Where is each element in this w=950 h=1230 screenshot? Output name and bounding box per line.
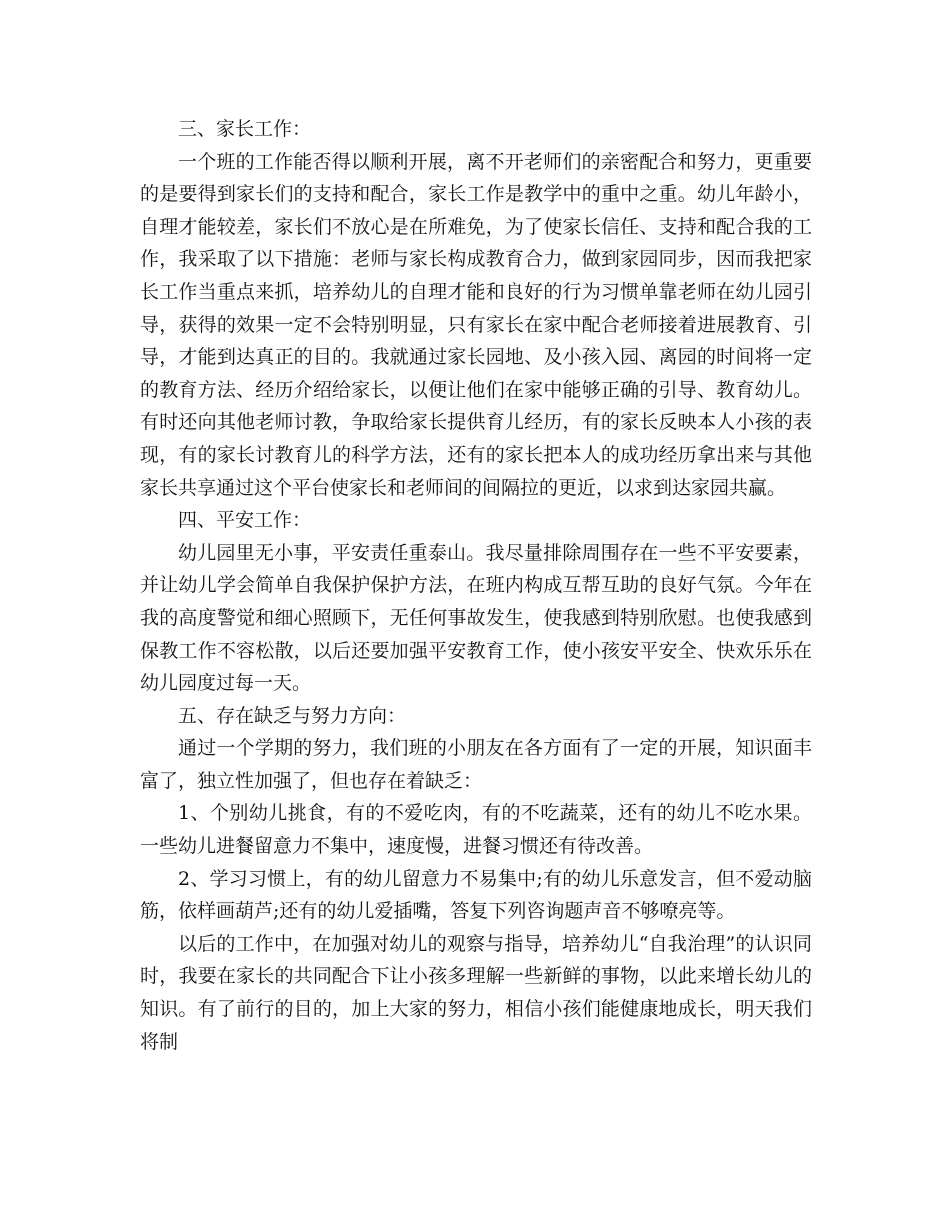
section-heading-shortcomings: 五、存在缺乏与努力方向： — [178, 704, 407, 727]
paragraph-item-2: 2、学习习惯上，有的幼儿留意力不易集中;有的幼儿乐意发言，但不爱动脑筋，依样画葫芦;还有的幼儿爱插嘴，答复下列咨询题声音不够嘹亮等。 — [140, 867, 812, 923]
paragraph-safety-work: 幼儿园里无小事，平安责任重泰山。我尽量排除周围存在一些不平安要素，并让幼儿学会简单自我保护保护方法，在班内构成互帮互助的良好气氛。今年在我的高度警觉和细心照顾下，无任何事故发生，使我感到特别欣慰。也使我感到保教工作不容松散，以后还要加强平安教育工作，使小孩安平安全、快欢乐乐在幼儿园度过每一天。 — [140, 541, 812, 695]
paragraph-future-work: 以后的工作中，在加强对幼儿的观察与指导，培养幼儿“自我治理”的认识同时，我要在家长的共同配合下让小孩多理解一些新鲜的事物，以此来增长幼儿的知识。有了前行的目的，加上大家的努力，相信小孩们能健康地成长，明天我们将制 — [140, 932, 812, 1053]
document-body — [140, 113, 812, 1058]
section-heading-parent-work: 三、家长工作： — [178, 118, 312, 140]
section-heading-safety-work: 四、平安工作： — [178, 509, 312, 532]
paragraph-parent-work: 一个班的工作能否得以顺利开展，离不开老师们的亲密配合和努力，更重要的是要得到家长们的支持和配合，家长工作是教学中的重中之重。幼儿年龄小，自理才能较差，家长们不放心是在所难免，为了使家长信任、支持和配合我的工作，我采取了以下措施：老师与家长构成教育合力，做到家园同步，因而我把家长工作当重点来抓，培养幼儿的自理才能和良好的行为习惯单靠老师在幼儿园引导，获得的效果一定不会特别明显，只有家长在家中配合老师接着进展教育、引导，才能到达真正的目的。我就通过家长园地、及小孩入园、离园的时间将一定的教育方法、经历介绍给家长，以便让他们在家中能够正确的引导、教育幼儿。有时还向其他老师讨教，争取给家长提供育儿经历，有的家长反映本人小孩的表现，有的家长讨教育儿的科学方法，还有的家长把本人的成功经历拿出来与其他家长共享通过这个平台使家长和老师间的间隔拉的更近，以求到达家园共赢。 — [140, 150, 812, 499]
paragraph-item-1: 1、个别幼儿挑食，有的不爱吃肉，有的不吃蔬菜，还有的幼儿不吃水果。一些幼儿进餐留意力不集中，速度慢，进餐习惯还有待改善。 — [140, 802, 812, 858]
paragraph-shortcomings-intro: 通过一个学期的努力，我们班的小朋友在各方面有了一定的开展，知识面丰富了，独立性加强了，但也存在着缺乏： — [140, 737, 812, 792]
